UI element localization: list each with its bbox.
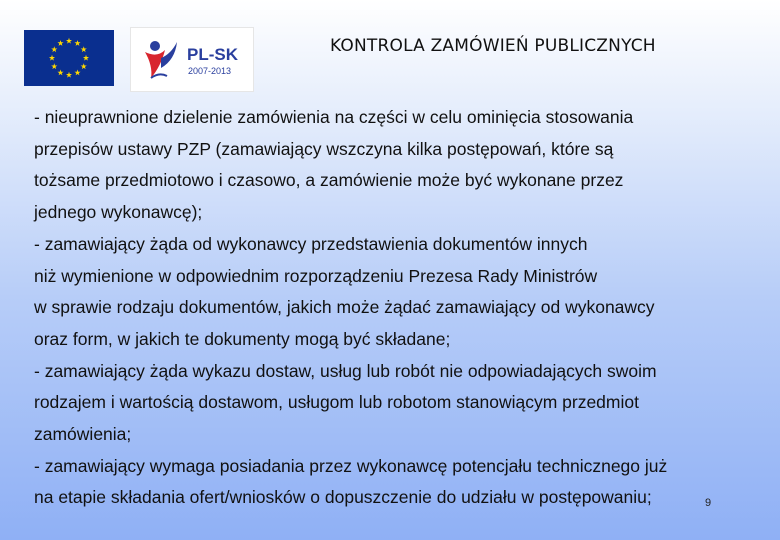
plsk-logo xyxy=(130,27,254,92)
text-line: zamówienia; xyxy=(34,424,132,445)
text-line: tożsame przedmiotowo i czasowo, a zamówienie może być wykonane przez xyxy=(34,170,624,191)
text-line: - nieuprawnione dzielenie zamówienia na części w celu ominięcia stosowania xyxy=(34,107,634,127)
text-line: rodzajem i wartością dostawom, usługom lub robotom stanowiącym przedmiot xyxy=(34,392,639,413)
text-line: - zamawiający żąda od wykonawcy przedstawienia dokumentów innych xyxy=(34,233,588,254)
text-line: na etapie składania ofert/wniosków o dopuszczenie do udziału w postępowaniu; xyxy=(34,487,652,508)
eu-star-icon xyxy=(66,38,72,44)
eu-star-icon xyxy=(74,40,80,46)
eu-star-icon xyxy=(57,40,63,46)
text-line: jednego wykonawcę); xyxy=(34,202,203,223)
eu-flag-icon xyxy=(24,30,114,86)
text-line: oraz form, w jakich te dokumenty mogą być składane; xyxy=(34,328,451,349)
eu-star-icon xyxy=(51,46,57,52)
eu-star-icon xyxy=(49,55,55,61)
page-number: 9 xyxy=(705,497,712,509)
eu-star-icon xyxy=(81,63,87,69)
slide-body xyxy=(34,102,764,514)
text-line: przepisów ustawy PZP (zamawiający wszczyna kilka postępowań, które są xyxy=(34,138,614,159)
text-line: - zamawiający żąda wykazu dostaw, usług lub robót nie odpowiadających swoim xyxy=(34,360,657,381)
text-line: w sprawie rodzaju dokumentów, jakich może żądać zamawiający od wykonawcy xyxy=(34,297,655,318)
page-title: KONTROLA ZAMÓWIEŃ PUBLICZNYCH xyxy=(330,36,656,56)
plsk-logo-years: 2007-2013 xyxy=(188,66,232,76)
eu-star-icon xyxy=(51,63,57,69)
eu-star-icon xyxy=(57,70,63,76)
eu-star-icon xyxy=(74,70,80,76)
eu-star-icon xyxy=(83,55,89,61)
eu-star-icon xyxy=(66,72,72,78)
plsk-logo-text: PL-SK xyxy=(187,45,238,64)
text-line: - zamawiający wymaga posiadania przez wykonawcę potencjału technicznego już xyxy=(34,455,668,476)
eu-star-icon xyxy=(81,46,87,52)
text-line: niż wymienione w odpowiednim rozporządzeniu Prezesa Rady Ministrów xyxy=(34,265,598,286)
